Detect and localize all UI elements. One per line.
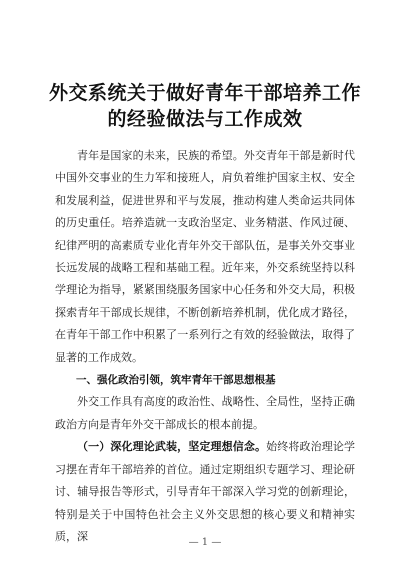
section-paragraph: 外交工作具有高度的政治性、战略性、全局性，坚持正确政治方向是青年外交干部成长的根本前提。 bbox=[55, 395, 355, 431]
page-number: — 1 — bbox=[188, 537, 222, 548]
subsection-heading: （一）深化理论武装，坚定理想信念。 bbox=[77, 440, 267, 454]
document-body bbox=[55, 145, 355, 548]
intro-paragraph: 青年是国家的未来，民族的希望。外交青年干部是新时代中国外交事业的生力军和接班人，肩负着维护国家主权、安全和发展利益，促进世界和平与发展，推动构建人类命运共同体的历史重任。培养造就一支政治坚定、业务精湛、作风过硬、纪律严明的高素质专业化青年外交干部队伍，是事关外交事业长远发展的战略工程和基础工程。近年来，外交系统坚持以科学理论为指导，紧紧围绕服务国家中心任务和外交大局，积极探索青年干部成长规律，不断创新培养机制，优化成才路径，在青年干部工作中积累了一系列行之有效的经验做法，取得了显著的工作成效。 bbox=[55, 149, 355, 364]
subsection-text: 始终将政治理论学习摆在青年干部培养的首位。通过定期组织专题学习、理论研讨、辅导报告等形式，引导青年干部深入学习党的创新理论，特别是关于中国特色社会主义外交思想的核心要义和精神实质，深 bbox=[55, 440, 355, 543]
section-heading: 一、强化政治引领，筑牢青年干部思想根基 bbox=[76, 374, 276, 387]
subsection-paragraph bbox=[55, 436, 355, 548]
document-title: 外交系统关于做好青年干部培养工作的经验做法与工作成效 bbox=[48, 82, 361, 130]
